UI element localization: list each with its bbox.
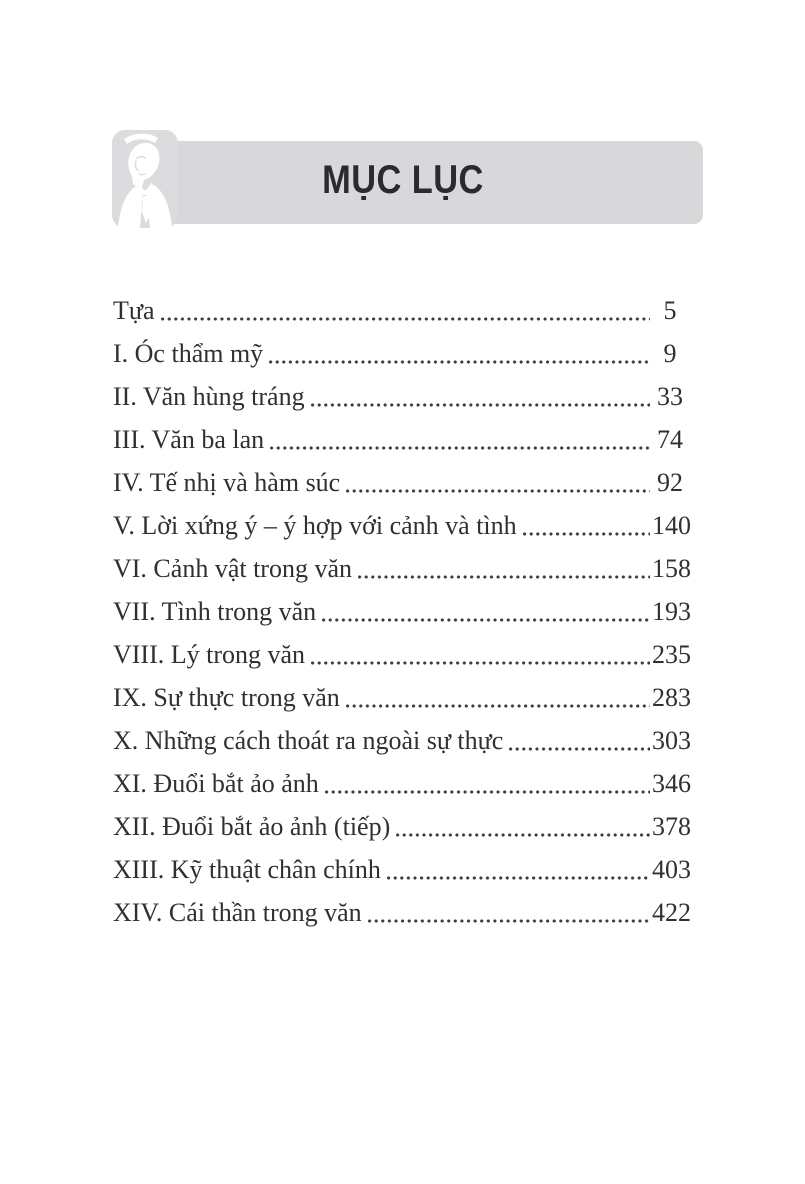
toc-entry — [113, 504, 691, 547]
toc-entry-page: 378 — [652, 812, 691, 841]
toc-entry-page: 74 — [657, 425, 683, 454]
dot-leader — [368, 919, 650, 923]
toc-entry-page: 303 — [652, 726, 691, 755]
toc-entry — [113, 848, 691, 891]
toc-entry-page: 346 — [652, 769, 691, 798]
toc-entry — [113, 676, 691, 719]
dot-leader — [358, 575, 650, 579]
page-title: MỤC LỤC — [321, 158, 484, 202]
toc-entry-page: 422 — [652, 898, 691, 927]
man-portrait-icon — [112, 130, 178, 228]
toc-entry-label: Tựa — [113, 296, 155, 325]
toc-entry-label: IX. Sự thực trong văn — [113, 683, 340, 712]
toc-entry-page: 158 — [652, 554, 691, 583]
toc-entry — [113, 762, 691, 805]
toc-entry-label: VI. Cảnh vật trong văn — [113, 554, 353, 583]
dot-leader — [311, 403, 650, 407]
toc-entry-label: IV. Tế nhị và hàm súc — [113, 468, 341, 497]
toc-entry — [113, 375, 688, 418]
dot-leader — [523, 532, 650, 536]
toc-entry — [113, 332, 688, 375]
toc-entry — [113, 805, 691, 848]
toc-entry-label: I. Óc thẩm mỹ — [113, 339, 264, 368]
toc-entry — [113, 461, 688, 504]
toc-entry-page: 92 — [657, 468, 683, 497]
dot-leader — [270, 446, 650, 450]
toc-entry-page: 235 — [652, 640, 691, 669]
toc-entry-page: 283 — [652, 683, 691, 712]
dot-leader — [387, 876, 650, 880]
toc-entry-page: 140 — [652, 511, 691, 540]
toc-entry — [113, 633, 691, 676]
toc-entry — [113, 418, 688, 461]
toc-entry — [113, 891, 691, 934]
dot-leader — [346, 704, 650, 708]
toc-entry-label: III. Văn ba lan — [113, 425, 265, 454]
toc-entry-label: V. Lời xứng ý – ý hợp với cảnh và tình — [113, 511, 517, 540]
dot-leader — [269, 360, 650, 364]
toc-entry-label: VIII. Lý trong văn — [113, 640, 306, 669]
toc-entry-label: II. Văn hùng tráng — [113, 382, 305, 411]
toc-entry — [113, 289, 688, 332]
toc-entry-page: 9 — [663, 339, 677, 368]
dot-leader — [325, 790, 650, 794]
toc-entry-label: XII. Đuổi bắt ảo ảnh (tiếp) — [113, 812, 391, 841]
toc-entry-label: XIII. Kỹ thuật chân chính — [113, 855, 381, 884]
dot-leader — [346, 489, 650, 493]
dot-leader — [311, 661, 650, 665]
dot-leader — [396, 833, 650, 837]
publisher-logo — [112, 130, 178, 228]
toc-entry-page: 193 — [652, 597, 691, 626]
toc-entry-label: XIV. Cái thần trong văn — [113, 898, 362, 927]
dot-leader — [509, 747, 650, 751]
toc-list — [113, 289, 691, 934]
toc-entry — [113, 590, 691, 633]
toc-entry — [113, 719, 691, 762]
toc-entry-page: 5 — [663, 296, 677, 325]
toc-entry-page: 403 — [652, 855, 691, 884]
toc-entry-label: VII. Tình trong văn — [113, 597, 317, 626]
toc-entry-page: 33 — [657, 382, 683, 411]
toc-entry — [113, 547, 691, 590]
toc-entry-label: XI. Đuổi bắt ảo ảnh — [113, 769, 319, 798]
title-banner — [118, 141, 703, 224]
dot-leader — [322, 618, 650, 622]
toc-entry-label: X. Những cách thoát ra ngoài sự thực — [113, 726, 504, 755]
dot-leader — [161, 317, 650, 321]
